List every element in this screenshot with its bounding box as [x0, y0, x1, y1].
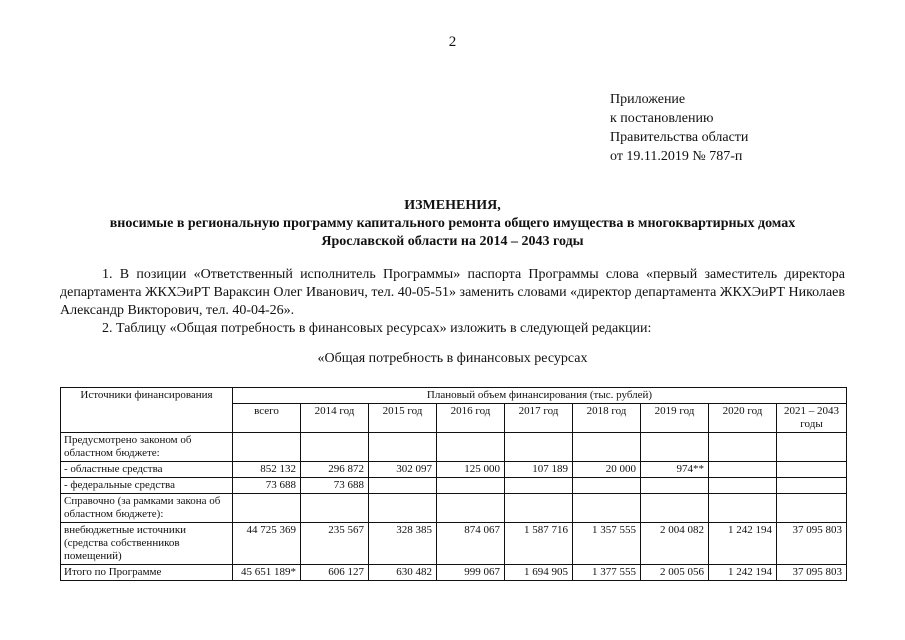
value-cell: 125 000	[437, 462, 505, 478]
value-cell	[709, 494, 777, 523]
value-cell: 1 242 194	[709, 523, 777, 565]
value-cell: 44 725 369	[233, 523, 301, 565]
value-cell: 1 694 905	[505, 565, 573, 581]
value-cell	[505, 478, 573, 494]
value-cell	[369, 478, 437, 494]
value-cell: 328 385	[369, 523, 437, 565]
value-cell: 296 872	[301, 462, 369, 478]
value-cell	[369, 494, 437, 523]
header-col: 2021 – 2043 годы	[777, 404, 847, 433]
table-row	[61, 523, 847, 565]
value-cell: 37 095 803	[777, 523, 847, 565]
document-title	[0, 197, 905, 251]
value-cell: 107 189	[505, 462, 573, 478]
value-cell	[369, 433, 437, 462]
paragraph-2: 2. Таблицу «Общая потребность в финансовых ресурсах» изложить в следующей редакции:	[102, 321, 652, 336]
value-cell: 852 132	[233, 462, 301, 478]
table-heading: «Общая потребность в финансовых ресурсах	[317, 351, 588, 366]
table-row	[61, 462, 847, 478]
header-col: всего	[233, 404, 301, 433]
header-col: 2017 год	[505, 404, 573, 433]
row-label: Предусмотрено законом об областном бюджете:	[61, 433, 233, 462]
header-col: 2016 год	[437, 404, 505, 433]
value-cell	[641, 433, 709, 462]
value-cell	[301, 433, 369, 462]
row-label: - областные средства	[61, 462, 233, 478]
value-cell	[641, 494, 709, 523]
value-cell	[641, 478, 709, 494]
page-number: 2	[448, 34, 457, 50]
value-cell	[505, 433, 573, 462]
value-cell: 2 005 056	[641, 565, 709, 581]
value-cell: 606 127	[301, 565, 369, 581]
paragraph-1: 1. В позиции «Ответственный исполнитель Программы» паспорта Программы слова «первый заместитель директора департамента ЖКХЭиРТ Вараксин Олег Иванович, тел. 40-05-51» заменить словами «директор департамента ЖКХЭиРТ Николаев Александр Викторович, тел. 40-04-26».	[60, 267, 845, 318]
appendix-line: от 19.11.2019 № 787-п	[610, 149, 743, 164]
appendix-line: Приложение	[610, 92, 686, 107]
value-cell: 37 095 803	[777, 565, 847, 581]
row-label: внебюджетные источники (средства собственников помещений)	[61, 523, 233, 565]
value-cell	[709, 462, 777, 478]
value-cell	[573, 494, 641, 523]
value-cell	[437, 478, 505, 494]
value-cell	[573, 478, 641, 494]
value-cell: 2 004 082	[641, 523, 709, 565]
value-cell	[301, 494, 369, 523]
header-col: 2020 год	[709, 404, 777, 433]
value-cell	[437, 494, 505, 523]
value-cell	[709, 478, 777, 494]
value-cell: 1 357 555	[573, 523, 641, 565]
value-cell	[777, 462, 847, 478]
value-cell: 20 000	[573, 462, 641, 478]
value-cell: 302 097	[369, 462, 437, 478]
header-col: 2015 год	[369, 404, 437, 433]
value-cell: 1 377 555	[573, 565, 641, 581]
value-cell: 974**	[641, 462, 709, 478]
value-cell: 999 067	[437, 565, 505, 581]
title-line: ИЗМЕНЕНИЯ,	[404, 198, 501, 213]
financing-table	[60, 387, 847, 581]
table-row	[61, 565, 847, 581]
header-col: 2014 год	[301, 404, 369, 433]
value-cell	[505, 494, 573, 523]
table-row	[61, 478, 847, 494]
table-row	[61, 433, 847, 462]
table-header-row	[61, 388, 847, 404]
row-label: Итого по Программе	[61, 565, 233, 581]
value-cell	[709, 433, 777, 462]
row-label: Справочно (за рамками закона об областном бюджете):	[61, 494, 233, 523]
header-plan: Плановый объем финансирования (тыс. рублей)	[233, 388, 847, 404]
appendix-line: Правительства области	[610, 130, 749, 145]
value-cell: 73 688	[301, 478, 369, 494]
appendix-block	[610, 90, 748, 166]
appendix-line: к постановлению	[610, 111, 714, 126]
value-cell	[777, 433, 847, 462]
value-cell: 45 651 189*	[233, 565, 301, 581]
value-cell	[777, 494, 847, 523]
header-source: Источники финансирования	[61, 388, 233, 433]
value-cell: 630 482	[369, 565, 437, 581]
header-col: 2019 год	[641, 404, 709, 433]
value-cell	[437, 433, 505, 462]
value-cell	[233, 494, 301, 523]
value-cell	[777, 478, 847, 494]
title-line: вносимые в региональную программу капитального ремонта общего имущества в многоквартирных домах	[109, 216, 796, 231]
header-col: 2018 год	[573, 404, 641, 433]
value-cell	[233, 433, 301, 462]
value-cell: 73 688	[233, 478, 301, 494]
value-cell	[573, 433, 641, 462]
value-cell: 235 567	[301, 523, 369, 565]
title-line: Ярославской области на 2014 – 2043 годы	[321, 234, 584, 249]
table-row	[61, 494, 847, 523]
value-cell: 1 587 716	[505, 523, 573, 565]
value-cell: 1 242 194	[709, 565, 777, 581]
row-label: - федеральные средства	[61, 478, 233, 494]
value-cell: 874 067	[437, 523, 505, 565]
